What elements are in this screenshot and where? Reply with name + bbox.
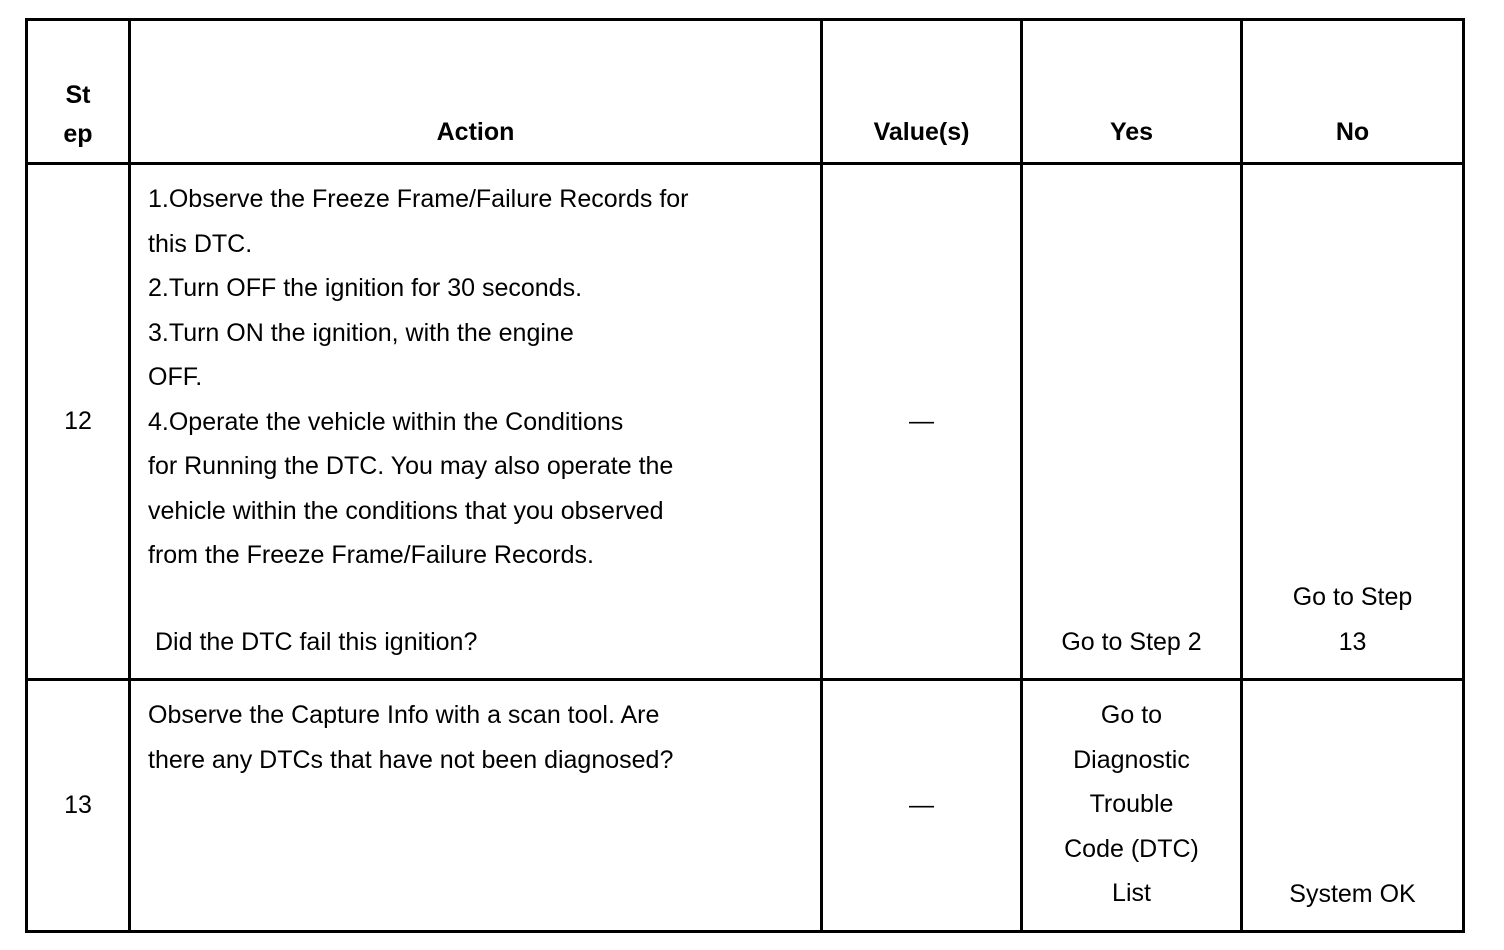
no-link-line1[interactable]: Go to Step	[1292, 583, 1413, 611]
item-text: Operate the vehicle within the Conditions	[168, 407, 624, 436]
action-line: there any DTCs that have not been diagnosed?	[148, 745, 674, 774]
yes-link-line[interactable]: Code (DTC)	[1064, 834, 1199, 863]
item-number: 3.	[148, 318, 169, 347]
value-cell: —	[822, 680, 1022, 932]
item-number: 2.	[148, 274, 169, 302]
step-number: 13	[27, 680, 130, 932]
yes-outcome[interactable]	[1022, 164, 1242, 680]
step-number: 12	[27, 164, 130, 680]
no-outcome	[1242, 680, 1464, 932]
yes-link[interactable]: Go to Step 2	[1061, 627, 1202, 656]
yes-outcome[interactable]	[1022, 680, 1242, 932]
yes-link-line[interactable]: Trouble	[1089, 790, 1174, 818]
header-step-line2: ep	[63, 120, 93, 148]
no-result: System OK	[1289, 879, 1416, 908]
value-cell: —	[822, 164, 1022, 680]
action-item	[148, 311, 810, 356]
item-continuation: vehicle within the conditions that you observed	[148, 496, 664, 525]
yes-link-line[interactable]: List	[1112, 879, 1151, 907]
header-yes: Yes	[1022, 20, 1242, 164]
action-item	[148, 266, 810, 311]
action-cell	[130, 164, 822, 680]
header-step	[27, 20, 130, 164]
table-row	[27, 164, 1464, 680]
item-continuation: from the Freeze Frame/Failure Records.	[148, 541, 594, 569]
page-cut	[0, 934, 1504, 950]
action-item	[148, 400, 810, 445]
action-line: Observe the Capture Info with a scan tool. Are	[148, 701, 660, 729]
yes-link-line[interactable]: Diagnostic	[1073, 745, 1190, 774]
question-text: Did the DTC fail this ignition?	[155, 627, 478, 656]
item-continuation: for Running the DTC. You may also operate the	[148, 452, 674, 480]
item-text: Turn ON the ignition, with the engine	[168, 318, 574, 347]
no-link-line2[interactable]: 13	[1338, 627, 1367, 656]
action-item	[148, 177, 810, 222]
header-action: Action	[130, 20, 822, 164]
header-row	[27, 20, 1464, 164]
table-row	[27, 680, 1464, 932]
item-continuation: OFF.	[148, 363, 203, 391]
header-no: No	[1242, 20, 1464, 164]
item-number: 1.	[148, 185, 169, 213]
item-text: Observe the Freeze Frame/Failure Records for	[168, 185, 689, 213]
item-continuation: this DTC.	[148, 229, 253, 258]
yes-link-line[interactable]: Go to	[1100, 701, 1163, 729]
no-outcome[interactable]	[1242, 164, 1464, 680]
action-cell	[130, 680, 822, 932]
item-number: 4.	[148, 407, 169, 436]
diagnostic-table	[25, 18, 1465, 933]
header-values: Value(s)	[822, 20, 1022, 164]
header-step-line1: St	[65, 81, 91, 109]
item-text: Turn OFF the ignition for 30 seconds.	[168, 274, 583, 302]
